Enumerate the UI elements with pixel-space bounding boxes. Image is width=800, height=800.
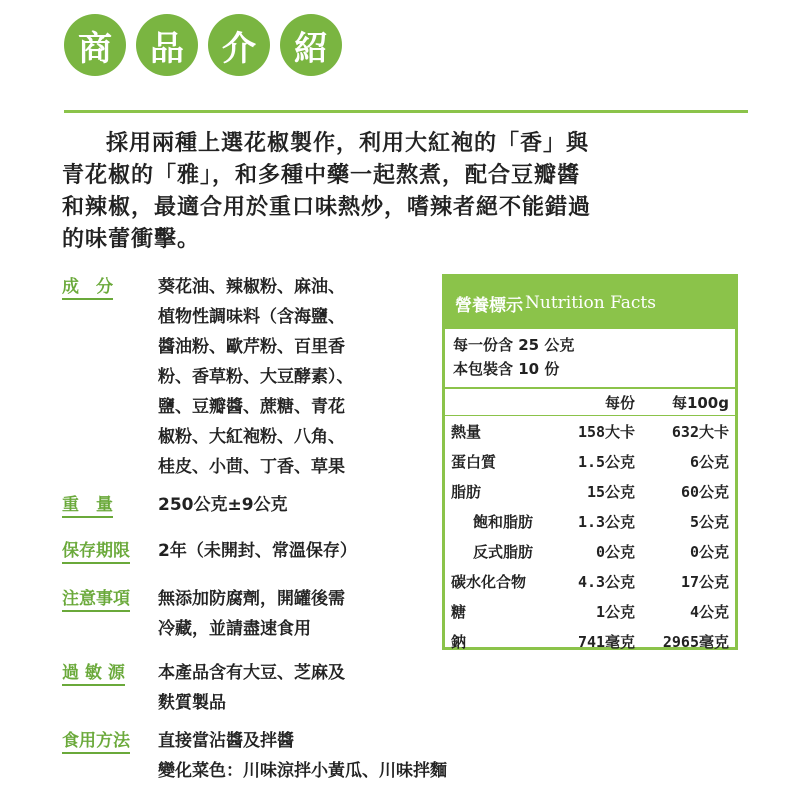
- spec-notice: [62, 584, 422, 644]
- spec-label: 保存期限: [62, 536, 158, 566]
- nutrition-row: 反式脂肪 0公克 0公克: [473, 542, 729, 561]
- spec-usage: [62, 726, 622, 786]
- intro-paragraph: [62, 128, 752, 256]
- title-char: 商: [64, 14, 126, 76]
- nutrition-facts-panel: [442, 274, 738, 650]
- title-char: 紹: [280, 14, 342, 76]
- spec-value: 本產品含有大豆、芝麻及 麩質製品: [158, 663, 345, 713]
- nutrition-row: 碳水化合物 4.3公克 17公克: [451, 572, 729, 591]
- spec-value: 250公克±9公克: [158, 495, 288, 515]
- spec-label: 成 分: [62, 272, 158, 482]
- intro-text: 的味蕾衝擊。: [62, 227, 201, 252]
- col-header: 每100g: [671, 393, 729, 412]
- title-divider: [64, 110, 748, 113]
- spec-value: 葵花油、辣椒粉、麻油、 植物性調味料（含海鹽、 醬油粉、歐芹粉、百里香 粉、香草粉、大豆酵素）、 鹽、豆瓣醬、蔗糖、青花 椒粉、大紅袍粉、八角、 桂皮、小茴、丁香、草果: [158, 277, 354, 477]
- spec-value: 直接當沾醬及拌醬 變化菜色：川味涼拌小黃瓜、川味拌麵: [158, 731, 447, 781]
- nutrition-title: 營養標示 Nutrition Facts: [445, 277, 735, 329]
- nutrition-table: [445, 389, 735, 656]
- spec-label: 重 量: [62, 490, 158, 520]
- serving-info: [445, 329, 735, 381]
- nutrition-row: 糖 1公克 4公克: [451, 602, 729, 621]
- intro-text: 青花椒的「雅」，和多種中藥一起熬煮，配合豆瓣醬: [62, 163, 581, 188]
- nutrition-row: 脂肪 15公克 60公克: [451, 482, 729, 501]
- spec-ingredients: [62, 272, 422, 482]
- spec-allergen: [62, 658, 422, 718]
- nutrition-row: 熱量 158大卡 632大卡: [445, 416, 735, 447]
- spec-label: 過 敏 源: [62, 658, 158, 718]
- nutrition-row: 飽和脂肪 1.3公克 5公克: [473, 512, 729, 531]
- spec-value: 無添加防腐劑，開罐後需 冷藏，並請盡速食用: [158, 589, 345, 639]
- nutrition-row: 蛋白質 1.5公克 6公克: [451, 452, 729, 471]
- spec-label: 注意事項: [62, 584, 158, 644]
- col-header: 每份: [605, 393, 636, 412]
- servings-per-pack: 本包裝含 10 份: [453, 360, 560, 378]
- nutrition-row: 鈉 741毫克 2965毫克: [451, 632, 729, 651]
- spec-weight: [62, 490, 422, 520]
- spec-value: 2年（未開封、常溫保存）: [158, 541, 357, 561]
- section-title: [64, 14, 342, 76]
- intro-text: 採用兩種上選花椒製作，利用大紅袍的「香」與: [106, 131, 590, 156]
- title-char: 品: [136, 14, 198, 76]
- spec-shelf-life: [62, 536, 422, 566]
- intro-text: 和辣椒，最適合用於重口味熱炒，嗜辣者絕不能錯過: [62, 195, 592, 220]
- serving-size: 每一份含 25 公克: [453, 336, 575, 354]
- title-char: 介: [208, 14, 270, 76]
- nutrition-header-row: [445, 389, 735, 416]
- spec-label: 食用方法: [62, 726, 158, 786]
